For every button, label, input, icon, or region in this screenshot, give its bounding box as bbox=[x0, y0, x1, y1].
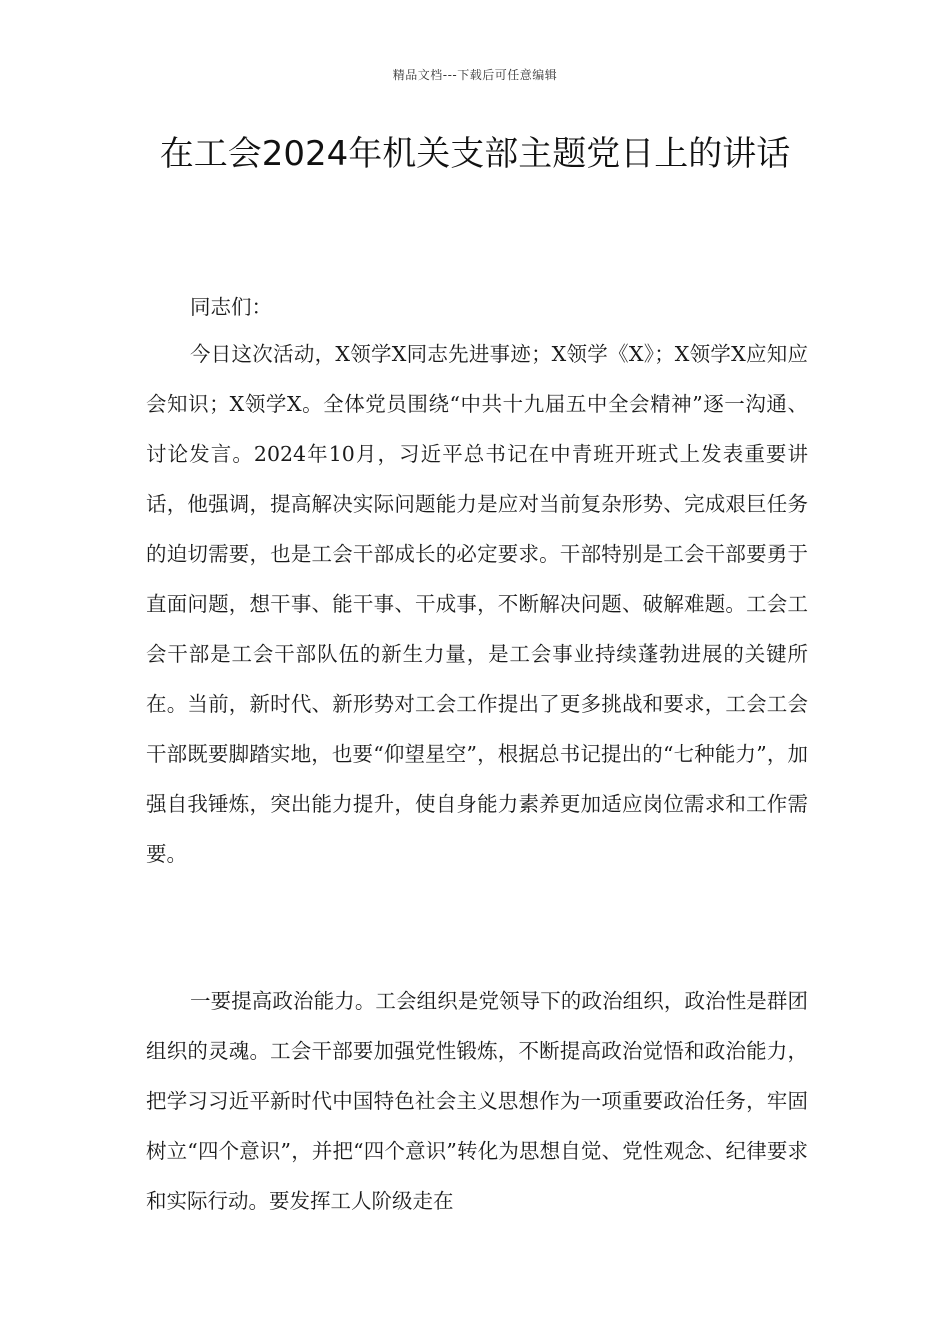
salutation: 同志们： bbox=[190, 295, 272, 319]
paragraph-1: 今日这次活动，X领学X同志先进事迹；X领学《X》；X领学X应知应会知识；X领学X。全体党员围绕“中共十九届五中全会精神”逐一沟通、讨论发言。2024年10月，习近平总书记在中青班开班式上发表重要讲话，他强调，提高解决实际问题能力是应对当前复杂形势、完成艰巨任务的迫切需要，也是工会干部成长的必定要求。干部特别是工会干部要勇于直面问题，想干事、能干事、干成事，不断解决问题、破解难题。工会工会干部是工会干部队伍的新生力量，是工会事业持续蓬勃进展的关键所在。当前，新时代、新形势对工会工作提出了更多挑战和要求，工会工会干部既要脚踏实地，也要“仰望星空”，根据总书记提出的“七种能力”，加强自我锤炼，突出能力提升，使自身能力素养更加适应岗位需求和工作需要。 bbox=[146, 342, 808, 866]
header-note: 精品文档---下载后可任意编辑 bbox=[392, 68, 558, 82]
paragraph-2: 一要提高政治能力。工会组织是党领导下的政治组织，政治性是群团组织的灵魂。工会干部要加强党性锻炼，不断提高政治觉悟和政治能力，把学习习近平新时代中国特色社会主义思想作为一项重要政治任务，牢固树立“四个意识”，并把“四个意识”转化为思想自觉、党性观念、纪律要求和实际行动。要发挥工人阶级走在 bbox=[146, 989, 808, 1213]
document-title: 在工会2024年机关支部主题党日上的讲话 bbox=[159, 134, 791, 174]
